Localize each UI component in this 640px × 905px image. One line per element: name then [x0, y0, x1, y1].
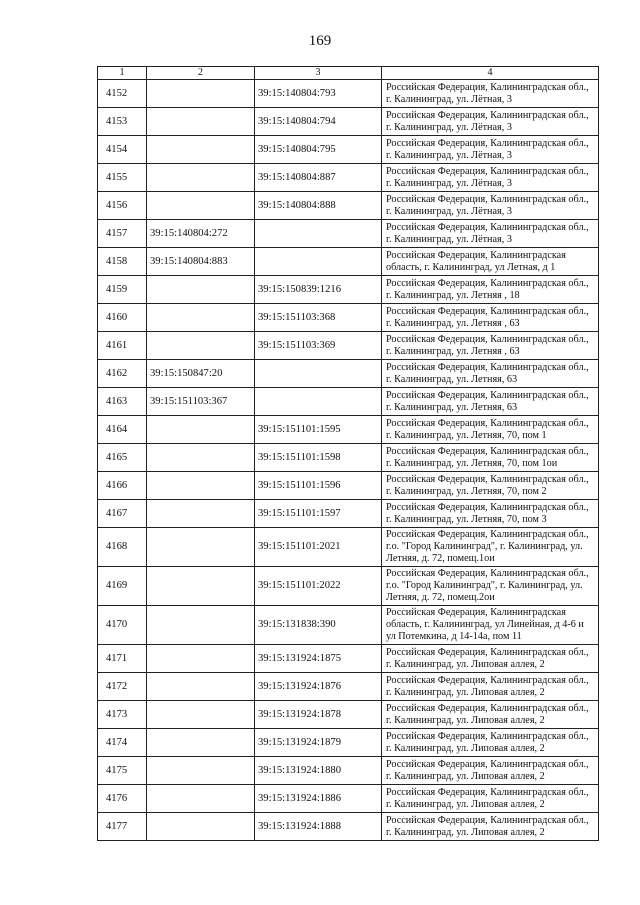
cadastral-number-col3-cell: 39:15:151103:369 — [255, 332, 382, 360]
cadastral-number-col3-cell: 39:15:140804:888 — [255, 192, 382, 220]
row-number-cell: 4168 — [98, 528, 147, 567]
row-number-cell: 4167 — [98, 500, 147, 528]
cadastral-number-col3-cell: 39:15:140804:794 — [255, 108, 382, 136]
address-cell: Российская Федерация, Калининградская обл., г.о. "Город Калининград", г. Калининград, ул. Летняя, д. 72, помещ.2ои — [382, 567, 599, 606]
row-number-cell: 4166 — [98, 472, 147, 500]
cadastral-number-col3-cell: 39:15:131924:1875 — [255, 645, 382, 673]
property-table — [97, 66, 599, 841]
row-number-cell: 4155 — [98, 164, 147, 192]
cadastral-number-col2-cell — [147, 757, 255, 785]
cadastral-number-col2-cell — [147, 645, 255, 673]
table-row — [98, 785, 599, 813]
address-cell: Российская Федерация, Калининградская обл., г. Калининград, ул. Липовая аллея, 2 — [382, 645, 599, 673]
table-row — [98, 729, 599, 757]
table-row — [98, 472, 599, 500]
table-body — [98, 80, 599, 841]
cadastral-number-col3-cell: 39:15:151101:2022 — [255, 567, 382, 606]
row-number-cell: 4158 — [98, 248, 147, 276]
row-number-cell: 4152 — [98, 80, 147, 108]
table-row — [98, 673, 599, 701]
table-row — [98, 645, 599, 673]
cadastral-number-col2-cell: 39:15:151103:367 — [147, 388, 255, 416]
table-row — [98, 192, 599, 220]
header-col-2: 2 — [147, 67, 255, 80]
row-number-cell: 4160 — [98, 304, 147, 332]
address-cell: Российская Федерация, Калининградская обл., г.о. "Город Калининград", г. Калининград, ул. Летняя, д. 72, помещ.1ои — [382, 528, 599, 567]
row-number-cell: 4177 — [98, 813, 147, 841]
cadastral-number-col2-cell — [147, 813, 255, 841]
cadastral-number-col3-cell: 39:15:151101:1595 — [255, 416, 382, 444]
table-row — [98, 220, 599, 248]
table-row — [98, 304, 599, 332]
cadastral-number-col2-cell — [147, 673, 255, 701]
row-number-cell: 4170 — [98, 606, 147, 645]
cadastral-number-col3-cell: 39:15:131924:1880 — [255, 757, 382, 785]
address-cell: Российская Федерация, Калининградская обл., г. Калининград, ул. Лётная, 3 — [382, 108, 599, 136]
address-cell: Российская Федерация, Калининградская обл., г. Калининград, ул. Липовая аллея, 2 — [382, 701, 599, 729]
cadastral-number-col2-cell — [147, 304, 255, 332]
address-cell: Российская Федерация, Калининградская обл., г. Калининград, ул. Лётная, 3 — [382, 164, 599, 192]
row-number-cell: 4174 — [98, 729, 147, 757]
address-cell: Российская Федерация, Калининградская обл., г. Калининград, ул. Летняя, 70, пом 3 — [382, 500, 599, 528]
header-col-1: 1 — [98, 67, 147, 80]
table-row — [98, 136, 599, 164]
table-row — [98, 701, 599, 729]
cadastral-number-col3-cell: 39:15:140804:887 — [255, 164, 382, 192]
cadastral-number-col2-cell — [147, 80, 255, 108]
cadastral-number-col3-cell: 39:15:151103:368 — [255, 304, 382, 332]
cadastral-number-col3-cell — [255, 388, 382, 416]
header-col-4: 4 — [382, 67, 599, 80]
page-number: 169 — [308, 33, 332, 49]
table-row — [98, 606, 599, 645]
cadastral-number-col3-cell: 39:15:131924:1876 — [255, 673, 382, 701]
cadastral-number-col2-cell — [147, 164, 255, 192]
row-number-cell: 4173 — [98, 701, 147, 729]
address-cell: Российская Федерация, Калининградская обл., г. Калининград, ул. Лётная, 3 — [382, 220, 599, 248]
table-row — [98, 248, 599, 276]
table-row — [98, 500, 599, 528]
cadastral-number-col2-cell: 39:15:140804:883 — [147, 248, 255, 276]
table-row — [98, 332, 599, 360]
cadastral-number-col2-cell — [147, 785, 255, 813]
address-cell: Российская Федерация, Калининградская обл., г. Калининград, ул. Летняя, 70, пом 1ои — [382, 444, 599, 472]
address-cell: Российская Федерация, Калининградская обл., г. Калининград, ул. Летняя , 18 — [382, 276, 599, 304]
address-cell: Российская Федерация, Калининградская обл., г. Калининград, ул. Липовая аллея, 2 — [382, 813, 599, 841]
row-number-cell: 4156 — [98, 192, 147, 220]
table-row — [98, 813, 599, 841]
address-cell: Российская Федерация, Калининградская обл., г. Калининград, ул. Липовая аллея, 2 — [382, 757, 599, 785]
cadastral-number-col2-cell — [147, 276, 255, 304]
cadastral-number-col3-cell: 39:15:131924:1888 — [255, 813, 382, 841]
cadastral-number-col3-cell: 39:15:140804:793 — [255, 80, 382, 108]
table-row — [98, 80, 599, 108]
address-cell: Российская Федерация, Калининградская обл., г. Калининград, ул. Липовая аллея, 2 — [382, 673, 599, 701]
cadastral-number-col2-cell — [147, 416, 255, 444]
table-row — [98, 360, 599, 388]
cadastral-number-col3-cell — [255, 220, 382, 248]
cadastral-number-col2-cell — [147, 444, 255, 472]
row-number-cell: 4163 — [98, 388, 147, 416]
row-number-cell: 4153 — [98, 108, 147, 136]
table-row — [98, 276, 599, 304]
row-number-cell: 4154 — [98, 136, 147, 164]
address-cell: Российская Федерация, Калининградская обл., г. Калининград, ул. Лётная, 3 — [382, 80, 599, 108]
row-number-cell: 4176 — [98, 785, 147, 813]
row-number-cell: 4175 — [98, 757, 147, 785]
row-number-cell: 4171 — [98, 645, 147, 673]
table-row — [98, 108, 599, 136]
cadastral-number-col2-cell — [147, 136, 255, 164]
row-number-cell: 4164 — [98, 416, 147, 444]
table-row — [98, 416, 599, 444]
address-cell: Российская Федерация, Калининградская обл., г. Калининград, ул. Летняя, 70, пом 2 — [382, 472, 599, 500]
address-cell: Российская Федерация, Калининградская область, г. Калининград, ул Летная, д 1 — [382, 248, 599, 276]
cadastral-number-col3-cell: 39:15:131924:1886 — [255, 785, 382, 813]
cadastral-number-col3-cell: 39:15:131924:1879 — [255, 729, 382, 757]
table-header-row — [98, 67, 599, 80]
cadastral-number-col3-cell — [255, 360, 382, 388]
cadastral-number-col3-cell: 39:15:151101:2021 — [255, 528, 382, 567]
row-number-cell: 4159 — [98, 276, 147, 304]
cadastral-number-col3-cell: 39:15:151101:1596 — [255, 472, 382, 500]
address-cell: Российская Федерация, Калининградская обл., г. Калининград, ул. Лётная, 3 — [382, 192, 599, 220]
address-cell: Российская Федерация, Калининградская обл., г. Калининград, ул. Липовая аллея, 2 — [382, 729, 599, 757]
cadastral-number-col2-cell — [147, 606, 255, 645]
row-number-cell: 4172 — [98, 673, 147, 701]
cadastral-number-col2-cell — [147, 108, 255, 136]
cadastral-number-col3-cell: 39:15:151101:1598 — [255, 444, 382, 472]
cadastral-number-col2-cell — [147, 332, 255, 360]
cadastral-number-col2-cell — [147, 701, 255, 729]
address-cell: Российская Федерация, Калининградская обл., г. Калининград, ул. Лётная, 3 — [382, 136, 599, 164]
cadastral-number-col3-cell: 39:15:151101:1597 — [255, 500, 382, 528]
row-number-cell: 4162 — [98, 360, 147, 388]
cadastral-number-col2-cell — [147, 472, 255, 500]
cadastral-number-col3-cell: 39:15:150839:1216 — [255, 276, 382, 304]
table-row — [98, 528, 599, 567]
cadastral-number-col3-cell — [255, 248, 382, 276]
cadastral-number-col3-cell: 39:15:140804:795 — [255, 136, 382, 164]
table-row — [98, 444, 599, 472]
address-cell: Российская Федерация, Калининградская обл., г. Калининград, ул. Липовая аллея, 2 — [382, 785, 599, 813]
table-row — [98, 757, 599, 785]
cadastral-number-col2-cell — [147, 528, 255, 567]
cadastral-number-col2-cell — [147, 500, 255, 528]
address-cell: Российская Федерация, Калининградская обл., г. Калининград, ул. Летняя , 63 — [382, 304, 599, 332]
cadastral-number-col2-cell: 39:15:140804:272 — [147, 220, 255, 248]
cadastral-number-col2-cell — [147, 567, 255, 606]
header-col-3: 3 — [255, 67, 382, 80]
cadastral-number-col3-cell: 39:15:131838:390 — [255, 606, 382, 645]
address-cell: Российская Федерация, Калининградская область, г. Калининград, ул Линейная, д 4-6 и ул Потемкина, д 14-14а, пом 11 — [382, 606, 599, 645]
address-cell: Российская Федерация, Калининградская обл., г. Калининград, ул. Летняя, 63 — [382, 388, 599, 416]
cadastral-number-col2-cell — [147, 192, 255, 220]
address-cell: Российская Федерация, Калининградская обл., г. Калининград, ул. Летняя , 63 — [382, 332, 599, 360]
row-number-cell: 4169 — [98, 567, 147, 606]
cadastral-number-col2-cell — [147, 729, 255, 757]
row-number-cell: 4157 — [98, 220, 147, 248]
address-cell: Российская Федерация, Калининградская обл., г. Калининград, ул. Летняя, 63 — [382, 360, 599, 388]
table-row — [98, 388, 599, 416]
table-row — [98, 567, 599, 606]
row-number-cell: 4161 — [98, 332, 147, 360]
cadastral-number-col2-cell: 39:15:150847:20 — [147, 360, 255, 388]
address-cell: Российская Федерация, Калининградская обл., г. Калининград, ул. Летняя, 70, пом 1 — [382, 416, 599, 444]
row-number-cell: 4165 — [98, 444, 147, 472]
cadastral-number-col3-cell: 39:15:131924:1878 — [255, 701, 382, 729]
table-row — [98, 164, 599, 192]
